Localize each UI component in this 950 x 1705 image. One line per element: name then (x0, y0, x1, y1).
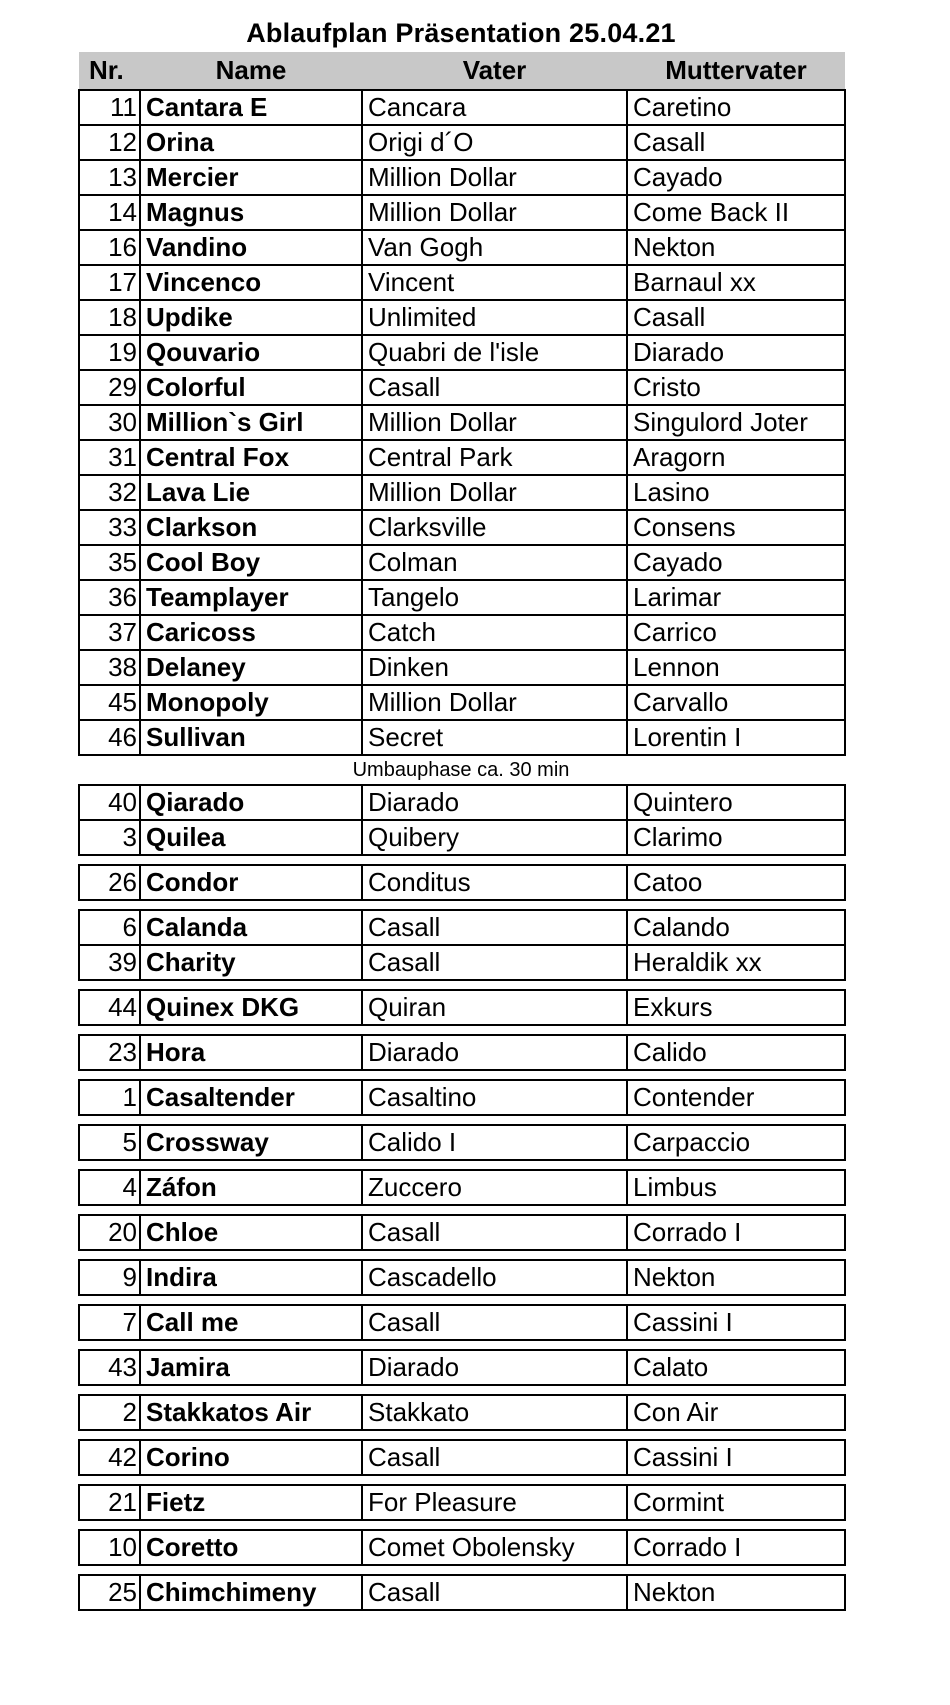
schedule-group (78, 1214, 846, 1251)
cell-nr: 11 (79, 90, 140, 125)
cell-vater: Casall (362, 1575, 627, 1610)
cell-muttervater: Come Back II (627, 195, 845, 230)
cell-vater: Quibery (362, 820, 627, 855)
cell-nr: 25 (79, 1575, 140, 1610)
table-row (79, 1305, 845, 1340)
schedule-group (78, 1034, 846, 1071)
cell-name: Vincenco (140, 265, 362, 300)
cell-name: Monopoly (140, 685, 362, 720)
cell-name: Jamira (140, 1350, 362, 1385)
cell-name: Call me (140, 1305, 362, 1340)
cell-name: Central Fox (140, 440, 362, 475)
cell-nr: 43 (79, 1350, 140, 1385)
cell-name: Stakkatos Air (140, 1395, 362, 1430)
cell-vater: Stakkato (362, 1395, 627, 1430)
cell-nr: 20 (79, 1215, 140, 1250)
cell-name: Lava Lie (140, 475, 362, 510)
table-row (79, 720, 845, 755)
cell-muttervater: Calando (627, 910, 845, 945)
cell-nr: 46 (79, 720, 140, 755)
cell-vater: Casall (362, 1215, 627, 1250)
cell-nr: 4 (79, 1170, 140, 1205)
table-row (79, 300, 845, 335)
document-title: Ablaufplan Präsentation 25.04.21 (246, 18, 676, 48)
cell-nr: 36 (79, 580, 140, 615)
table-row (79, 230, 845, 265)
cell-muttervater: Carpaccio (627, 1125, 845, 1160)
cell-name: Indira (140, 1260, 362, 1295)
table-row (79, 685, 845, 720)
cell-muttervater: Calato (627, 1350, 845, 1385)
cell-vater: Million Dollar (362, 475, 627, 510)
cell-nr: 2 (79, 1395, 140, 1430)
cell-name: Clarkson (140, 510, 362, 545)
cell-muttervater: Cayado (627, 545, 845, 580)
cell-vater: Quabri de l'isle (362, 335, 627, 370)
cell-muttervater: Casall (627, 300, 845, 335)
table-row (79, 1575, 845, 1610)
schedule-group (78, 1079, 846, 1116)
cell-name: Cantara E (140, 90, 362, 125)
table-row (79, 1350, 845, 1385)
table-row (79, 545, 845, 580)
table-row (79, 475, 845, 510)
cell-name: Calanda (140, 910, 362, 945)
header-nr: Nr. (79, 52, 140, 90)
cell-muttervater: Contender (627, 1080, 845, 1115)
header-muttervater: Muttervater (627, 52, 845, 90)
cell-name: Corino (140, 1440, 362, 1475)
table-row (79, 90, 845, 125)
cell-vater: Diarado (362, 1035, 627, 1070)
table-row (79, 615, 845, 650)
cell-vater: Unlimited (362, 300, 627, 335)
table-row (79, 195, 845, 230)
cell-name: Cool Boy (140, 545, 362, 580)
cell-muttervater: Consens (627, 510, 845, 545)
cell-muttervater: Singulord Joter (627, 405, 845, 440)
cell-muttervater: Quintero (627, 785, 845, 820)
cell-vater: Million Dollar (362, 685, 627, 720)
schedule-group (78, 1439, 846, 1476)
schedule-table-main (78, 52, 846, 756)
cell-name: Hora (140, 1035, 362, 1070)
cell-nr: 32 (79, 475, 140, 510)
cell-nr: 7 (79, 1305, 140, 1340)
cell-muttervater: Casall (627, 125, 845, 160)
cell-name: Vandino (140, 230, 362, 265)
cell-nr: 38 (79, 650, 140, 685)
cell-muttervater: Barnaul xx (627, 265, 845, 300)
cell-muttervater: Nekton (627, 230, 845, 265)
table-row (79, 1260, 845, 1295)
cell-vater: Casall (362, 910, 627, 945)
table-row (79, 785, 845, 820)
cell-nr: 42 (79, 1440, 140, 1475)
cell-name: Crossway (140, 1125, 362, 1160)
cell-muttervater: Con Air (627, 1395, 845, 1430)
cell-nr: 26 (79, 865, 140, 900)
cell-muttervater: Heraldik xx (627, 945, 845, 980)
cell-name: Quilea (140, 820, 362, 855)
table-row (79, 1035, 845, 1070)
table-row (79, 125, 845, 160)
cell-nr: 3 (79, 820, 140, 855)
cell-nr: 40 (79, 785, 140, 820)
cell-name: Záfon (140, 1170, 362, 1205)
cell-nr: 18 (79, 300, 140, 335)
table-row (79, 1395, 845, 1430)
cell-muttervater: Carvallo (627, 685, 845, 720)
cell-name: Orina (140, 125, 362, 160)
cell-nr: 12 (79, 125, 140, 160)
group-list (78, 784, 844, 1611)
cell-name: Chimchimeny (140, 1575, 362, 1610)
cell-muttervater: Corrado I (627, 1215, 845, 1250)
cell-nr: 6 (79, 910, 140, 945)
cell-vater: Casall (362, 945, 627, 980)
cell-vater: Casall (362, 370, 627, 405)
cell-muttervater: Lorentin I (627, 720, 845, 755)
cell-muttervater: Cormint (627, 1485, 845, 1520)
cell-vater: Clarksville (362, 510, 627, 545)
cell-vater: Quiran (362, 990, 627, 1025)
cell-name: Fietz (140, 1485, 362, 1520)
cell-nr: 35 (79, 545, 140, 580)
table-row (79, 650, 845, 685)
table-row (79, 580, 845, 615)
schedule-group (78, 784, 846, 856)
cell-muttervater: Cassini I (627, 1305, 845, 1340)
cell-nr: 44 (79, 990, 140, 1025)
cell-muttervater: Cassini I (627, 1440, 845, 1475)
cell-name: Coretto (140, 1530, 362, 1565)
cell-name: Condor (140, 865, 362, 900)
cell-nr: 17 (79, 265, 140, 300)
schedule-group (78, 989, 846, 1026)
cell-muttervater: Calido (627, 1035, 845, 1070)
cell-vater: Casaltino (362, 1080, 627, 1115)
cell-name: Charity (140, 945, 362, 980)
cell-vater: Central Park (362, 440, 627, 475)
cell-nr: 39 (79, 945, 140, 980)
cell-muttervater: Diarado (627, 335, 845, 370)
cell-vater: Catch (362, 615, 627, 650)
cell-name: Chloe (140, 1215, 362, 1250)
cell-nr: 19 (79, 335, 140, 370)
cell-vater: Colman (362, 545, 627, 580)
cell-vater: Vincent (362, 265, 627, 300)
cell-vater: For Pleasure (362, 1485, 627, 1520)
schedule-group (78, 1394, 846, 1431)
schedule-group (78, 909, 846, 981)
cell-muttervater: Cayado (627, 160, 845, 195)
table-header (79, 52, 845, 90)
schedule-group (78, 1304, 846, 1341)
cell-name: Delaney (140, 650, 362, 685)
cell-vater: Cancara (362, 90, 627, 125)
cell-name: Updike (140, 300, 362, 335)
cell-muttervater: Caretino (627, 90, 845, 125)
cell-vater: Calido I (362, 1125, 627, 1160)
cell-muttervater: Clarimo (627, 820, 845, 855)
table-row (79, 1485, 845, 1520)
document (78, 14, 844, 1611)
cell-muttervater: Carrico (627, 615, 845, 650)
cell-muttervater: Nekton (627, 1260, 845, 1295)
cell-muttervater: Limbus (627, 1170, 845, 1205)
cell-nr: 5 (79, 1125, 140, 1160)
cell-vater: Million Dollar (362, 195, 627, 230)
table-row (79, 945, 845, 980)
schedule-group (78, 864, 846, 901)
cell-nr: 37 (79, 615, 140, 650)
cell-nr: 31 (79, 440, 140, 475)
cell-muttervater: Corrado I (627, 1530, 845, 1565)
cell-name: Quinex DKG (140, 990, 362, 1025)
schedule-group (78, 1349, 846, 1386)
schedule-group (78, 1124, 846, 1161)
table-row (79, 370, 845, 405)
table-row (79, 510, 845, 545)
break-note: Umbauphase ca. 30 min (352, 759, 570, 781)
table-row (79, 820, 845, 855)
cell-name: Caricoss (140, 615, 362, 650)
cell-nr: 1 (79, 1080, 140, 1115)
cell-vater: Conditus (362, 865, 627, 900)
table-row (79, 1530, 845, 1565)
cell-name: Mercier (140, 160, 362, 195)
cell-vater: Million Dollar (362, 160, 627, 195)
table-row (79, 265, 845, 300)
schedule-group (78, 1529, 846, 1566)
schedule-group (78, 1484, 846, 1521)
cell-nr: 14 (79, 195, 140, 230)
schedule-group (78, 1574, 846, 1611)
cell-name: Teamplayer (140, 580, 362, 615)
cell-vater: Secret (362, 720, 627, 755)
cell-name: Million`s Girl (140, 405, 362, 440)
cell-muttervater: Larimar (627, 580, 845, 615)
cell-muttervater: Nekton (627, 1575, 845, 1610)
cell-name: Qiarado (140, 785, 362, 820)
cell-vater: Diarado (362, 785, 627, 820)
cell-nr: 45 (79, 685, 140, 720)
cell-muttervater: Exkurs (627, 990, 845, 1025)
cell-muttervater: Aragorn (627, 440, 845, 475)
schedule-group (78, 1169, 846, 1206)
cell-nr: 23 (79, 1035, 140, 1070)
header-name: Name (140, 52, 362, 90)
cell-nr: 9 (79, 1260, 140, 1295)
cell-muttervater: Lennon (627, 650, 845, 685)
table-row (79, 440, 845, 475)
cell-vater: Casall (362, 1440, 627, 1475)
cell-nr: 21 (79, 1485, 140, 1520)
cell-muttervater: Catoo (627, 865, 845, 900)
cell-vater: Tangelo (362, 580, 627, 615)
cell-nr: 29 (79, 370, 140, 405)
header-vater: Vater (362, 52, 627, 90)
cell-muttervater: Lasino (627, 475, 845, 510)
cell-nr: 13 (79, 160, 140, 195)
schedule-group (78, 1259, 846, 1296)
table-row (79, 990, 845, 1025)
cell-name: Magnus (140, 195, 362, 230)
cell-nr: 16 (79, 230, 140, 265)
cell-vater: Million Dollar (362, 405, 627, 440)
table-row (79, 335, 845, 370)
table-row (79, 1440, 845, 1475)
table-row (79, 910, 845, 945)
table-row (79, 160, 845, 195)
cell-vater: Comet Obolensky (362, 1530, 627, 1565)
table-row (79, 405, 845, 440)
table-row (79, 1215, 845, 1250)
cell-name: Colorful (140, 370, 362, 405)
cell-muttervater: Cristo (627, 370, 845, 405)
cell-name: Qouvario (140, 335, 362, 370)
cell-vater: Van Gogh (362, 230, 627, 265)
cell-name: Casaltender (140, 1080, 362, 1115)
cell-vater: Cascadello (362, 1260, 627, 1295)
cell-vater: Origi d´O (362, 125, 627, 160)
cell-nr: 10 (79, 1530, 140, 1565)
table-row (79, 1125, 845, 1160)
cell-nr: 30 (79, 405, 140, 440)
cell-vater: Zuccero (362, 1170, 627, 1205)
cell-vater: Casall (362, 1305, 627, 1340)
table-row (79, 865, 845, 900)
cell-vater: Diarado (362, 1350, 627, 1385)
main-rows (79, 90, 845, 755)
table-row (79, 1170, 845, 1205)
cell-nr: 33 (79, 510, 140, 545)
table-row (79, 1080, 845, 1115)
cell-vater: Dinken (362, 650, 627, 685)
cell-name: Sullivan (140, 720, 362, 755)
